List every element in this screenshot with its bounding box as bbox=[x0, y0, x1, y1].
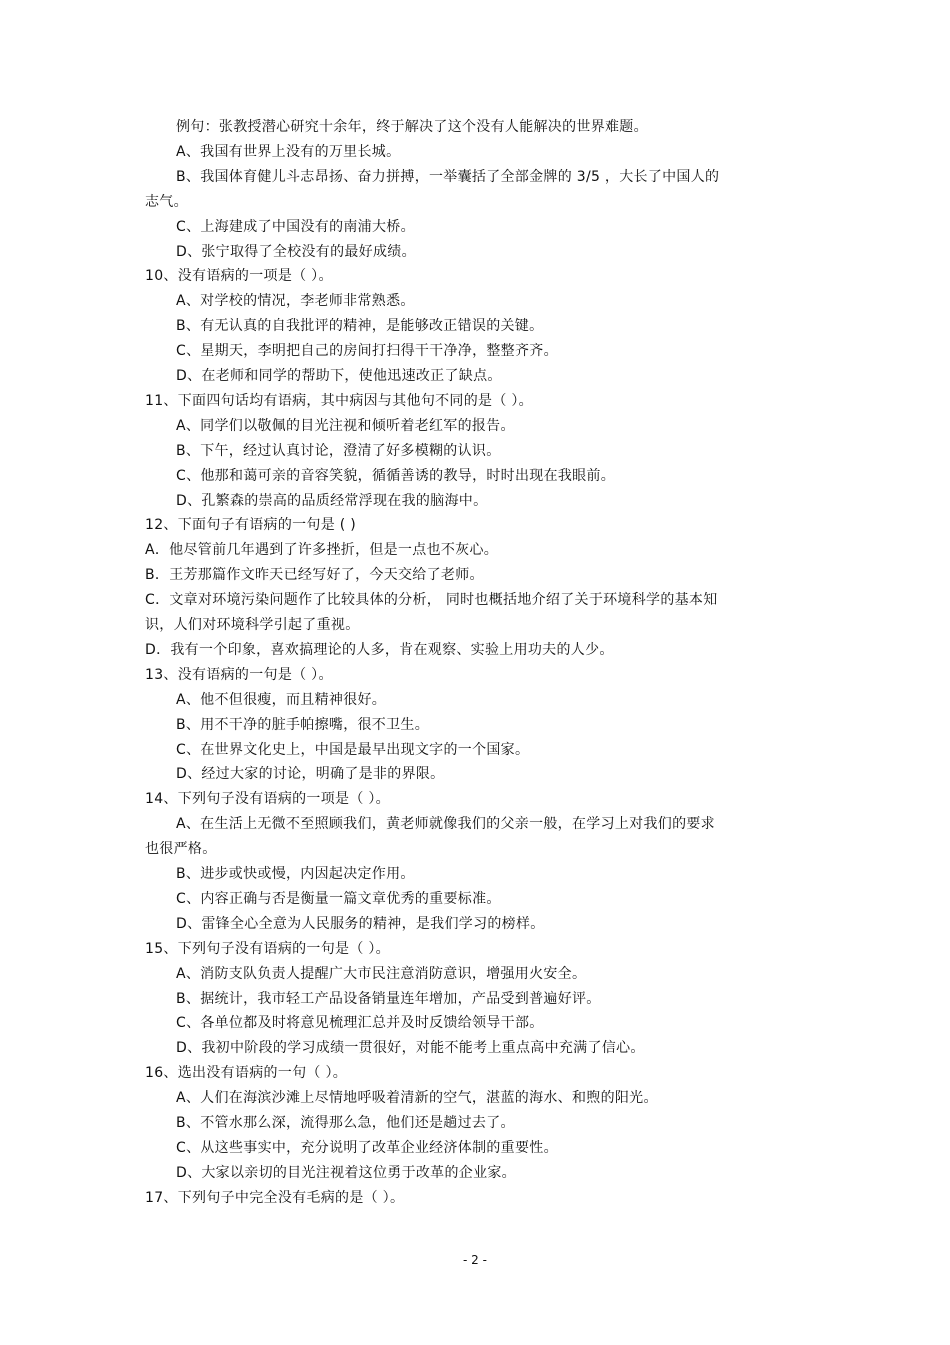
text-line: B、据统计，我市轻工产品设备销量连年增加，产品受到普遍好评。 bbox=[176, 990, 601, 1007]
text-line: D、经过大家的讨论，明确了是非的界限。 bbox=[176, 766, 445, 783]
text-line: C、在世界文化史上，中国是最早出现文字的一个国家。 bbox=[176, 741, 530, 758]
page-number: - 2 - bbox=[463, 1253, 487, 1267]
text-line: D、我初中阶段的学习成绩一贯很好，对能不能考上重点高中充满了信心。 bbox=[176, 1040, 645, 1057]
text-line: D、雷锋全心全意为人民服务的精神，是我们学习的榜样。 bbox=[176, 915, 545, 932]
text-line: 识，人们对环境科学引起了重视。 bbox=[145, 617, 360, 633]
text-line: 17、下列句子中完全没有毛病的是（ ）。 bbox=[145, 1189, 405, 1206]
text-line: D．我有一个印象，喜欢搞理论的人多，肯在观察、实验上用功夫的人少。 bbox=[145, 641, 614, 658]
text-line: D、大家以亲切的目光注视着这位勇于改革的企业家。 bbox=[176, 1164, 516, 1181]
text-line: D、在老师和同学的帮助下，使他迅速改正了缺点。 bbox=[176, 368, 502, 384]
text-line: B、用不干净的脏手帕擦嘴，很不卫生。 bbox=[176, 716, 430, 733]
text-line: A、人们在海滨沙滩上尽情地呼吸着清新的空气，湛蓝的海水、和煦的阳光。 bbox=[176, 1090, 658, 1107]
text-line: 例句：张教授潜心研究十余年，终于解决了这个没有人能解决的世界难题。 bbox=[176, 119, 648, 135]
text-line: 15、下列句子没有语病的一句是（ ）。 bbox=[145, 940, 390, 957]
text-line: C、上海建成了中国没有的南浦大桥。 bbox=[176, 218, 415, 235]
text-line: B、下午，经过认真讨论，澄清了好多模糊的认识。 bbox=[176, 442, 501, 459]
text-line: A、消防支队负责人提醒广大市民注意消防意识，增强用火安全。 bbox=[176, 965, 587, 982]
text-line: A、同学们以敬佩的目光注视和倾听着老红军的报告。 bbox=[176, 417, 515, 434]
text-line: B、我国体育健儿斗志昂扬、奋力拼搏，一举囊括了全部金牌的 3/5 ，大长了中国人的 bbox=[176, 168, 720, 185]
text-line: 14、下列句子没有语病的一项是（ ）。 bbox=[145, 791, 390, 808]
text-line: A、他不但很瘦，而且精神很好。 bbox=[176, 691, 387, 708]
text-line: 12、下面句子有语病的一句是 ( ) bbox=[145, 517, 357, 534]
text-line: C、各单位都及时将意见梳理汇总并及时反馈给领导干部。 bbox=[176, 1015, 544, 1032]
text-line: A、对学校的情况，李老师非常熟悉。 bbox=[176, 293, 415, 310]
text-line: B、有无认真的自我批评的精神，是能够改正错误的关键。 bbox=[176, 318, 544, 335]
text-line: C、内容正确与否是衡量一篇文章优秀的重要标准。 bbox=[176, 890, 501, 907]
text-line: D、孔繁森的崇高的品质经常浮现在我的脑海中。 bbox=[176, 492, 488, 509]
text-line: 11、下面四句话均有语病，其中病因与其他句不同的是（ ）。 bbox=[145, 392, 533, 409]
text-line: C、从这些事实中，充分说明了改革企业经济体制的重要性。 bbox=[176, 1139, 558, 1156]
text-line: C．文章对环境污染问题作了比较具体的分析， 同时也概括地介绍了关于环境科学的基本知 bbox=[145, 592, 718, 609]
text-line: B、进步或快或慢，内因起决定作用。 bbox=[176, 866, 415, 882]
text-line: C、他那和蔼可亲的音容笑貌，循循善诱的教导，时时出现在我眼前。 bbox=[176, 467, 616, 484]
text-line: C、星期天，李明把自己的房间打扫得干干净净，整整齐齐。 bbox=[176, 343, 558, 360]
text-line: B、不管水那么深，流得那么急，他们还是趟过去了。 bbox=[176, 1115, 515, 1131]
text-line: A、在生活上无微不至照顾我们，黄老师就像我们的父亲一般，在学习上对我们的要求 bbox=[176, 816, 715, 833]
text-line: 13、没有语病的一句是（ ）。 bbox=[145, 666, 333, 683]
text-line: D、张宁取得了全校没有的最好成绩。 bbox=[176, 243, 416, 260]
text-line: 也很严格。 bbox=[145, 841, 217, 858]
text-line: B．王芳那篇作文昨天已经写好了，今天交给了老师。 bbox=[145, 567, 484, 584]
text-line: A．他尽管前几年遇到了许多挫折，但是一点也不灰心。 bbox=[145, 542, 499, 559]
text-line: 16、选出没有语病的一句（ ）。 bbox=[145, 1065, 348, 1082]
text-line: A、我国有世界上没有的万里长城。 bbox=[176, 143, 401, 160]
text-line: 10、没有语病的一项是（ ）。 bbox=[145, 268, 333, 285]
text-line: 志气。 bbox=[145, 193, 188, 210]
